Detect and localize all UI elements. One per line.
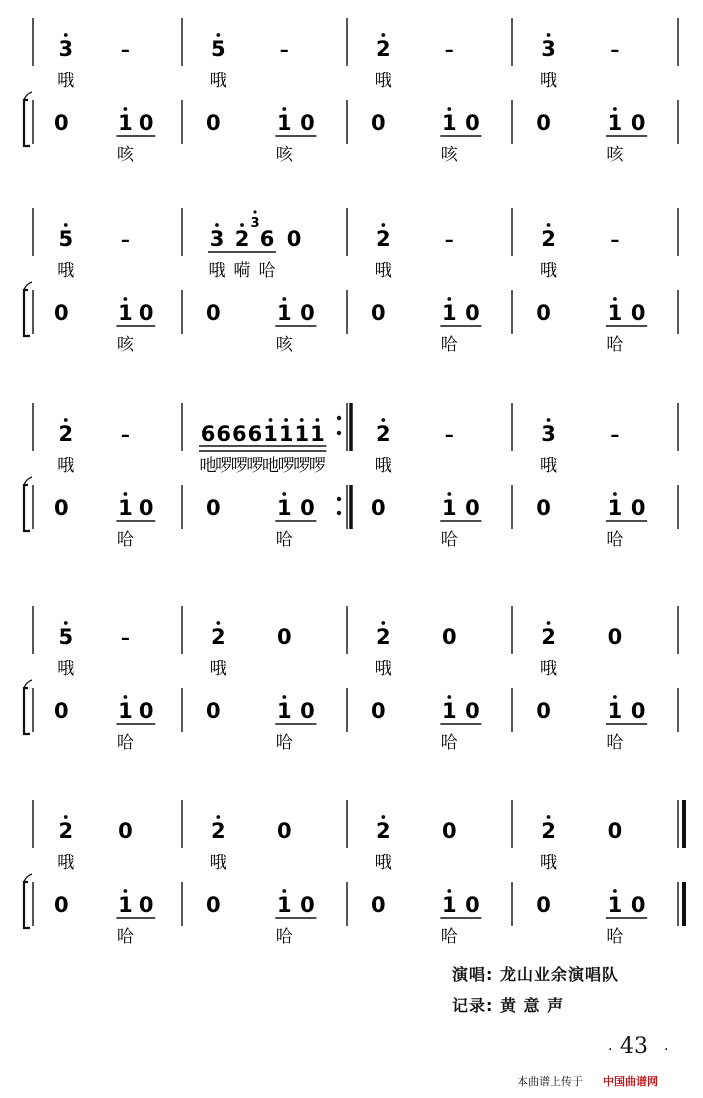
voice-note: 2	[375, 227, 391, 251]
voice-note-dot	[64, 223, 68, 227]
repeat-dot	[337, 511, 341, 515]
lyric: 哈	[606, 927, 624, 947]
acc-note: 0	[630, 893, 646, 917]
acc-note: 1	[441, 111, 457, 135]
lyric: 哦	[57, 261, 75, 281]
voice-note-dot	[215, 223, 219, 227]
voice-note: 0	[607, 819, 623, 843]
lyric: 哈	[258, 261, 276, 281]
lyric: 哈	[275, 530, 293, 550]
lyric: 咳	[275, 335, 293, 355]
acc-note: 0	[138, 301, 154, 325]
voice-note-dot	[547, 418, 551, 422]
page-dots: ·	[608, 1042, 613, 1058]
acc-note-dot	[447, 297, 451, 301]
system-bracket	[24, 290, 30, 336]
lyric: 哈	[116, 530, 134, 550]
acc-note: 0	[53, 496, 69, 520]
acc-note: 0	[630, 699, 646, 723]
acc-note-dot	[123, 695, 127, 699]
lyric: 哦	[209, 659, 227, 679]
voice-note-dot	[269, 418, 273, 422]
acc-note: 0	[371, 893, 386, 917]
repeat-dot	[337, 431, 341, 435]
acc-note: 0	[536, 893, 551, 917]
voice-note-dot	[64, 815, 68, 819]
acc-note-dot	[282, 297, 286, 301]
voice-note: 2	[234, 227, 250, 251]
voice-note: 2	[375, 819, 391, 843]
acc-note: 0	[300, 496, 315, 520]
acc-note-dot	[447, 695, 451, 699]
lyric: 哈	[440, 927, 458, 947]
bracket-hook	[24, 282, 32, 290]
bracket-hook	[24, 92, 32, 100]
acc-note: 1	[441, 893, 457, 917]
lyric: 啰	[215, 456, 233, 476]
voice-note: 1	[278, 422, 294, 446]
voice-note: –	[120, 628, 130, 649]
lyric: 哦	[57, 456, 75, 476]
lyric: 吔	[199, 456, 217, 476]
voice-note: 6	[259, 227, 275, 251]
lyric: 哈	[116, 927, 134, 947]
lyric: 哦	[57, 853, 75, 873]
performer-credit: 演唱: 龙山业余演唱队	[452, 965, 619, 984]
voice-note-dot	[547, 621, 551, 625]
lyric: 哦	[57, 659, 75, 679]
voice-note: –	[444, 425, 454, 446]
acc-note: 0	[206, 699, 221, 723]
voice-note-dot	[240, 223, 244, 227]
voice-note: 5	[58, 227, 74, 251]
lyric: 吔	[262, 456, 279, 476]
voice-note: 1	[294, 422, 310, 446]
voice-note: 0	[441, 819, 457, 843]
lyric: 哦	[374, 71, 392, 91]
acc-note: 0	[371, 496, 386, 520]
lyric: 哦	[209, 853, 227, 873]
acc-note: 0	[465, 893, 480, 917]
voice-note-dot	[381, 223, 385, 227]
acc-note: 0	[138, 699, 154, 723]
acc-note-dot	[123, 297, 127, 301]
voice-note-dot	[64, 418, 68, 422]
acc-note: 0	[53, 301, 69, 325]
voice-note: 2	[375, 422, 391, 446]
acc-note: 1	[607, 301, 623, 325]
lyric: 哈	[606, 530, 624, 550]
acc-note: 1	[607, 893, 623, 917]
acc-note: 0	[300, 301, 315, 325]
acc-note: 0	[300, 893, 315, 917]
lyric: 哦	[374, 659, 392, 679]
acc-note-dot	[282, 107, 286, 111]
acc-note: 1	[118, 699, 133, 723]
lyric: 哦	[540, 659, 558, 679]
acc-note: 1	[276, 111, 292, 135]
voice-note: 2	[375, 37, 391, 61]
voice-note: –	[120, 425, 130, 446]
acc-note-dot	[123, 107, 127, 111]
voice-note-dot	[547, 815, 551, 819]
voice-note: 1	[263, 422, 278, 446]
acc-note: 1	[118, 893, 133, 917]
lyric: 啰	[293, 456, 311, 476]
voice-note: –	[120, 230, 130, 251]
voice-note: –	[444, 40, 454, 61]
lyric: 哈	[440, 733, 458, 753]
acc-note: 0	[206, 893, 221, 917]
acc-note-dot	[613, 297, 617, 301]
repeat-dot	[337, 416, 341, 420]
voice-note: 0	[607, 625, 623, 649]
acc-note: 1	[276, 893, 292, 917]
acc-note: 1	[607, 496, 623, 520]
acc-note-dot	[613, 492, 617, 496]
acc-note: 0	[300, 111, 315, 135]
voice-note: 2	[58, 819, 74, 843]
voice-note-dot	[381, 33, 385, 37]
acc-note: 1	[276, 496, 292, 520]
acc-note: 1	[276, 301, 292, 325]
acc-note: 0	[53, 893, 69, 917]
acc-note-dot	[282, 695, 286, 699]
lyric: 哈	[275, 733, 293, 753]
lyric: 哦	[540, 456, 558, 476]
voice-note: 3	[58, 37, 74, 61]
system-bracket	[24, 688, 30, 734]
lyric: 哦	[374, 853, 392, 873]
lyric: 哦	[57, 71, 75, 91]
lyric: 哦	[540, 261, 558, 281]
lyric: 咳	[275, 145, 293, 165]
voice-note-dot	[381, 621, 385, 625]
acc-note: 1	[441, 496, 457, 520]
voice-note: 2	[541, 625, 556, 649]
voice-note-dot	[547, 223, 551, 227]
acc-note: 0	[206, 111, 221, 135]
voice-note: 6	[200, 422, 216, 446]
acc-note: 0	[630, 111, 646, 135]
lyric: 哈	[275, 927, 293, 947]
voice-note: 6	[216, 422, 231, 446]
lyric: 啰	[277, 456, 295, 476]
voice-note: 0	[276, 625, 292, 649]
voice-note: 0	[286, 227, 302, 251]
voice-note: 2	[210, 625, 226, 649]
lyric: 哦	[540, 853, 558, 873]
voice-note-dot	[300, 418, 304, 422]
voice-note: 2	[375, 625, 391, 649]
lyric: 咳	[440, 145, 458, 165]
acc-note: 0	[206, 496, 221, 520]
lyric: 哈	[116, 733, 134, 753]
voice-note-dot	[381, 815, 385, 819]
acc-note: 0	[465, 111, 480, 135]
lyric: 咳	[606, 145, 624, 165]
acc-note: 0	[465, 699, 480, 723]
voice-note: 5	[210, 37, 226, 61]
lyric: 哦	[208, 261, 226, 281]
lyric: 哦	[209, 71, 227, 91]
acc-note: 1	[118, 301, 133, 325]
voice-note-dot	[64, 621, 68, 625]
voice-note: 6	[231, 422, 247, 446]
acc-note: 1	[118, 111, 133, 135]
lyric: 哈	[440, 335, 458, 355]
bracket-hook	[24, 874, 32, 882]
voice-note-dot	[547, 33, 551, 37]
acc-note-dot	[282, 492, 286, 496]
voice-note: –	[444, 230, 454, 251]
voice-note: 3	[209, 227, 225, 251]
acc-note: 1	[441, 699, 457, 723]
acc-note: 0	[138, 496, 154, 520]
voice-note-dot	[284, 418, 288, 422]
lyric: 哈	[440, 530, 458, 550]
acc-note: 0	[465, 301, 480, 325]
system-bracket	[24, 882, 30, 928]
acc-note-dot	[447, 889, 451, 893]
bracket-hook	[24, 477, 32, 485]
acc-note: 0	[465, 496, 480, 520]
voice-note: 2	[541, 819, 556, 843]
voice-note: –	[610, 230, 620, 251]
voice-note-dot	[315, 418, 319, 422]
acc-note-dot	[447, 492, 451, 496]
acc-note-dot	[123, 889, 127, 893]
voice-note-dot	[216, 815, 220, 819]
acc-note: 0	[536, 301, 551, 325]
repeat-dot	[337, 497, 341, 501]
acc-note: 0	[300, 699, 315, 723]
acc-note: 0	[206, 301, 221, 325]
lyric: 啰	[308, 456, 326, 476]
lyric: 啰	[246, 456, 264, 476]
lyric: 啰	[230, 456, 248, 476]
voice-note: 2	[210, 819, 226, 843]
voice-note: –	[610, 40, 620, 61]
acc-note: 0	[371, 111, 386, 135]
acc-note: 0	[536, 111, 551, 135]
system-bracket	[24, 100, 30, 146]
voice-note: 1	[310, 422, 325, 446]
voice-note: 5	[58, 625, 74, 649]
voice-note: 3	[541, 37, 556, 61]
acc-note: 0	[371, 699, 386, 723]
recorder-credit: 记录: 黄 意 声	[452, 996, 565, 1015]
acc-note: 1	[276, 699, 292, 723]
voice-note-dot	[216, 621, 220, 625]
voice-note: 3	[541, 422, 556, 446]
acc-note-dot	[447, 107, 451, 111]
acc-note: 0	[536, 699, 551, 723]
site-logo: 中国曲谱网	[603, 1075, 658, 1088]
footer-text: 本曲谱上传于	[517, 1075, 583, 1088]
acc-note: 0	[138, 111, 154, 135]
acc-note: 0	[536, 496, 551, 520]
acc-note-dot	[282, 889, 286, 893]
lyric: 哦	[540, 71, 558, 91]
voice-note: 0	[118, 819, 133, 843]
acc-note: 0	[138, 893, 154, 917]
system-bracket	[24, 485, 30, 531]
lyric: 哦	[374, 456, 392, 476]
lyric: 哦	[374, 261, 392, 281]
voice-note: –	[279, 40, 289, 61]
grace-note-dot	[253, 210, 256, 213]
voice-note: 0	[441, 625, 457, 649]
lyric: 咳	[116, 145, 134, 165]
acc-note: 0	[53, 699, 69, 723]
voice-note: 2	[58, 422, 74, 446]
lyric: 嗬	[233, 261, 251, 281]
grace-note: 3	[250, 216, 260, 231]
lyric: 咳	[116, 335, 134, 355]
page-number: 43	[620, 1034, 648, 1059]
acc-note-dot	[613, 889, 617, 893]
lyric: 哈	[606, 733, 624, 753]
acc-note: 1	[607, 699, 623, 723]
voice-note-dot	[216, 33, 220, 37]
acc-note-dot	[613, 695, 617, 699]
voice-note-dot	[64, 33, 68, 37]
voice-note: 0	[276, 819, 292, 843]
voice-note: –	[120, 40, 130, 61]
bracket-hook	[24, 680, 32, 688]
page-dots: ·	[664, 1042, 669, 1058]
acc-note: 1	[607, 111, 623, 135]
acc-note: 0	[371, 301, 386, 325]
acc-note: 1	[441, 301, 457, 325]
acc-note: 1	[118, 496, 133, 520]
voice-note-dot	[381, 418, 385, 422]
voice-note: 6	[247, 422, 263, 446]
lyric: 哈	[606, 335, 624, 355]
voice-note: 2	[541, 227, 556, 251]
acc-note: 0	[630, 301, 646, 325]
voice-note: –	[610, 425, 620, 446]
acc-note-dot	[123, 492, 127, 496]
acc-note: 0	[630, 496, 646, 520]
acc-note: 0	[53, 111, 69, 135]
acc-note-dot	[613, 107, 617, 111]
